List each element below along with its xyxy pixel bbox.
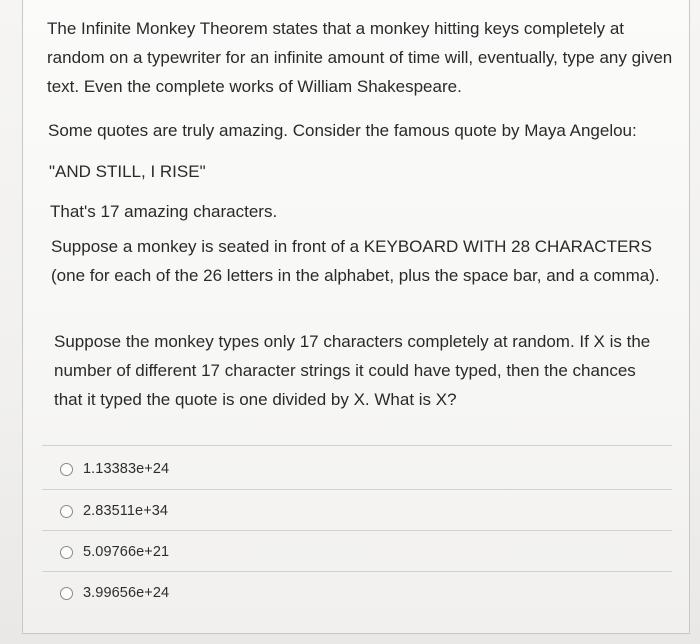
radio-button-icon[interactable] xyxy=(60,463,73,476)
answer-option-1[interactable] xyxy=(60,458,169,480)
question-paragraph-keyboard: Suppose a monkey is seated in front of a KEYBOARD WITH 28 CHARACTERS (one for each of the 26 letters in the alphabet, plus the space bar, and a comma). xyxy=(51,237,660,285)
answer-divider xyxy=(42,489,672,490)
question-paragraph-character-count: That's 17 amazing characters. xyxy=(50,202,278,221)
radio-button-icon[interactable] xyxy=(60,587,73,600)
answer-option-label: 2.83511e+34 xyxy=(83,503,169,519)
answer-option-2[interactable] xyxy=(60,500,168,522)
answer-option-label: 5.09766e+21 xyxy=(83,544,170,560)
question-paragraph-quote-intro: Some quotes are truly amazing. Consider the famous quote by Maya Angelou: xyxy=(48,121,637,140)
answer-option-label: 1.13383e+24 xyxy=(83,461,170,477)
answer-divider xyxy=(42,571,672,572)
answer-divider xyxy=(42,530,672,531)
question-prompt: Suppose the monkey types only 17 characters completely at random. If X is the number of different 17 character strings it could have typed, then the chances that it typed the quote is one divided by X. What is X? xyxy=(54,332,651,409)
answer-option-4[interactable] xyxy=(60,582,169,604)
radio-button-icon[interactable] xyxy=(60,505,73,518)
question-card xyxy=(22,0,690,634)
answer-divider xyxy=(42,445,672,446)
radio-button-icon[interactable] xyxy=(60,546,73,559)
question-quote: "AND STILL, I RISE" xyxy=(49,162,206,181)
question-paragraph-intro: The Infinite Monkey Theorem states that a monkey hitting keys completely at random on a typewriter for an infinite amount of time will, eventually, type any given text. Even the complete works of William Shakespeare. xyxy=(47,19,673,96)
answer-option-label: 3.99656e+24 xyxy=(83,585,170,601)
answer-option-3[interactable] xyxy=(60,541,169,563)
